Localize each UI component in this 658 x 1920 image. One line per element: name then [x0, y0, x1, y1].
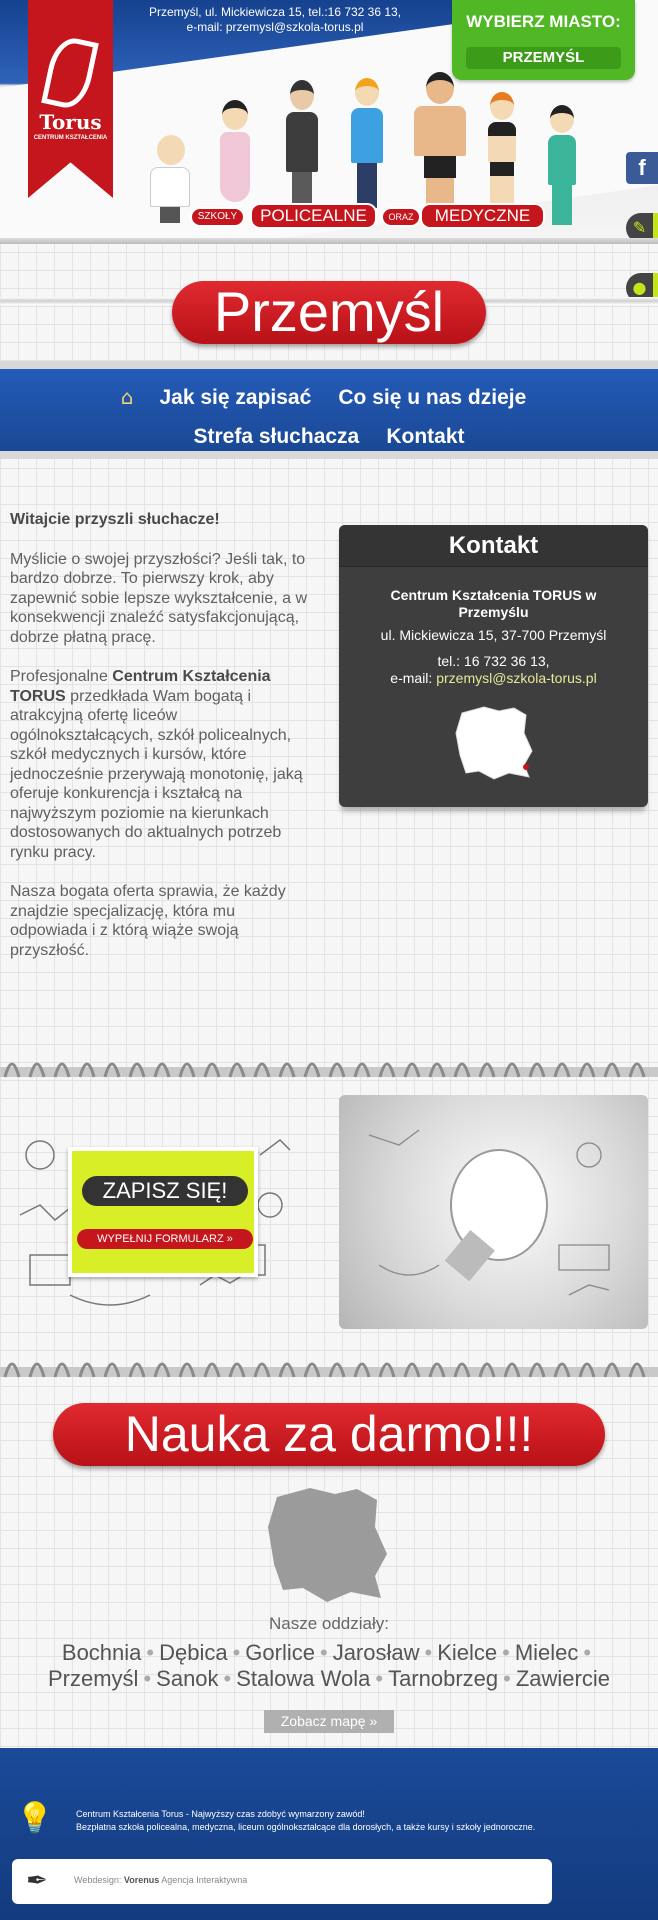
logo-name: Torus	[39, 110, 102, 134]
branch-link[interactable]: Sanok	[156, 1666, 219, 1691]
branch-link[interactable]: Jarosław	[332, 1640, 420, 1665]
spiral-binding	[0, 1347, 658, 1391]
character-strongman	[410, 72, 470, 207]
see-map-button[interactable]: Zobacz mapę »	[264, 1710, 394, 1733]
main-nav	[0, 361, 658, 459]
branches-title: Nasze oddziały:	[268, 1614, 389, 1633]
facebook-icon[interactable]: f	[626, 152, 658, 184]
contact-box	[339, 525, 648, 807]
contact-email[interactable]: przemysl@szkola-torus.pl	[436, 670, 597, 686]
city-title: Przemyśl	[172, 281, 486, 344]
header-divider	[0, 238, 658, 244]
branch-link[interactable]: Dębica	[159, 1640, 228, 1665]
header	[0, 0, 658, 238]
poland-map[interactable]	[265, 1482, 395, 1607]
nav-link-co-sie-dzieje[interactable]: Co się u nas dzieje	[338, 386, 527, 409]
footer-line-2: Bezpłatna szkoła policealna, medyczna, liceum ogólnokształcące dla dorosłych, a także kursy i szkoły jednoroczne.	[76, 1822, 536, 1832]
lightbulb-icon: 💡	[16, 1801, 54, 1836]
contact-name: Centrum Kształcenia TORUS w Przemyślu	[390, 587, 597, 620]
character-nurse	[540, 105, 584, 225]
header-email[interactable]: e-mail: przemysl@szkola-torus.pl	[186, 20, 364, 34]
branch-link[interactable]: Tarnobrzeg	[388, 1666, 499, 1691]
logo-subtitle: CENTRUM KSZTAŁCENIA	[33, 135, 108, 141]
tag-szkoly: SZKOŁY	[190, 207, 245, 227]
footer-line-1: Centrum Kształcenia Torus - Najwyższy czas zdobyć wymarzony zawód!	[76, 1809, 365, 1819]
branch-link[interactable]: Przemyśl	[48, 1666, 139, 1691]
home-icon[interactable]: ⌂	[120, 385, 134, 409]
character-professor	[145, 135, 195, 225]
lightbulb-icon	[339, 1095, 648, 1329]
character-woman	[210, 100, 260, 210]
brand-name: Centrum Kształcenia TORUS	[10, 668, 271, 705]
intro-greeting: Witajcie przyszli słuchacze!	[10, 511, 220, 528]
nav-link-kontakt[interactable]: Kontakt	[386, 425, 465, 448]
branch-link[interactable]: Mielec	[514, 1640, 579, 1665]
spiral-binding	[0, 1047, 658, 1091]
header-address: Przemyśl, ul. Mickiewicza 15, tel.:16 732 36 13,	[148, 5, 402, 19]
branch-link[interactable]: Kielce	[437, 1640, 498, 1665]
city-selector-value[interactable]: PRZEMYŚL	[466, 47, 621, 69]
contact-phone: tel.: 16 732 36 13,	[437, 653, 550, 669]
footer	[0, 1748, 658, 1920]
nav-link-jak-sie-zapisac[interactable]: Jak się zapisać	[159, 386, 312, 409]
edit-form-icon[interactable]: ✎	[626, 213, 658, 243]
contact-address: ul. Mickiewicza 15, 37-700 Przemyśl	[380, 627, 607, 643]
lightbulb-image	[339, 1095, 648, 1329]
character-gentleman	[280, 80, 324, 210]
signup-panel	[10, 1095, 319, 1315]
nav-link-strefa-sluchacza[interactable]: Strefa słuchacza	[193, 425, 360, 448]
intro-paragraph-3: Nasza bogata oferta sprawia, że każdy znajdzie specjalizację, która mu odpowiada i z którą wiąże swoją przyszłość.	[10, 883, 286, 959]
fill-form-link[interactable]: WYPEŁNIJ FORMULARZ »	[77, 1229, 253, 1249]
logo-leaf-icon	[41, 34, 99, 112]
branch-link[interactable]: Gorlice	[245, 1640, 315, 1665]
tag-policealne: POLICEALNE	[250, 203, 377, 229]
credit-text[interactable]: Webdesign: Vorenus Agencja Interaktywna	[74, 1875, 248, 1885]
free-education-banner: Nauka za darmo!!!	[53, 1403, 605, 1466]
intro-paragraph-2: Profesjonalne Centrum Kształcenia TORUS przedkłada Wam bogatą i atrakcyjną ofertę liceów ogólnokształcących, szkół policealnych, szkół medycznych i kursów, które jednocześnie przerywają monotonię, jaką oferuje konkurencja i kształcą na najwyższym poziomie na kierunkach dostosowanych do aktualnych potrzeb rynku pracy.	[10, 668, 303, 861]
branches-list: Bochnia • Dębica • Gorlice • Jarosław • Kielce • Mielec • Przemyśl • Sanok • Stalowa Wola • Tarnobrzeg • Zawiercie	[48, 1640, 610, 1691]
branch-link[interactable]: Bochnia	[61, 1640, 142, 1665]
header-contact	[120, 5, 430, 35]
intro-text	[10, 510, 315, 980]
contact-email-label: e-mail:	[390, 670, 437, 686]
map-pin-icon[interactable]: ●	[626, 273, 658, 303]
contact-phone-email	[349, 653, 638, 687]
contact-heading: Kontakt	[339, 525, 648, 567]
poland-map-icon	[454, 703, 536, 783]
tag-medyczne: MEDYCZNE	[420, 203, 545, 229]
footer-text	[76, 1808, 646, 1834]
branch-link[interactable]: Stalowa Wola	[236, 1666, 371, 1691]
branch-link[interactable]: Zawiercie	[515, 1666, 610, 1691]
tag-oraz: ORAZ	[381, 207, 421, 227]
credit-bar	[12, 1859, 552, 1904]
intro-paragraph-1: Myślicie o swojej przyszłości? Jeśli tak, to bardzo dobrze. To pierwszy krok, aby zapewnić sobie lepsze wykształcenie, a w konsekwencji znaleźć satysfakcjonującą, dobrze płatną pracę.	[10, 550, 308, 646]
signup-card[interactable]	[68, 1147, 258, 1277]
character-student	[345, 78, 389, 208]
city-selector-label: WYBIERZ MIASTO:	[466, 12, 621, 31]
signup-button[interactable]: ZAPISZ SIĘ!	[82, 1176, 248, 1206]
city-selector[interactable]	[452, 0, 635, 80]
pen-icon: ✒	[26, 1866, 48, 1896]
character-boxer	[480, 92, 524, 207]
